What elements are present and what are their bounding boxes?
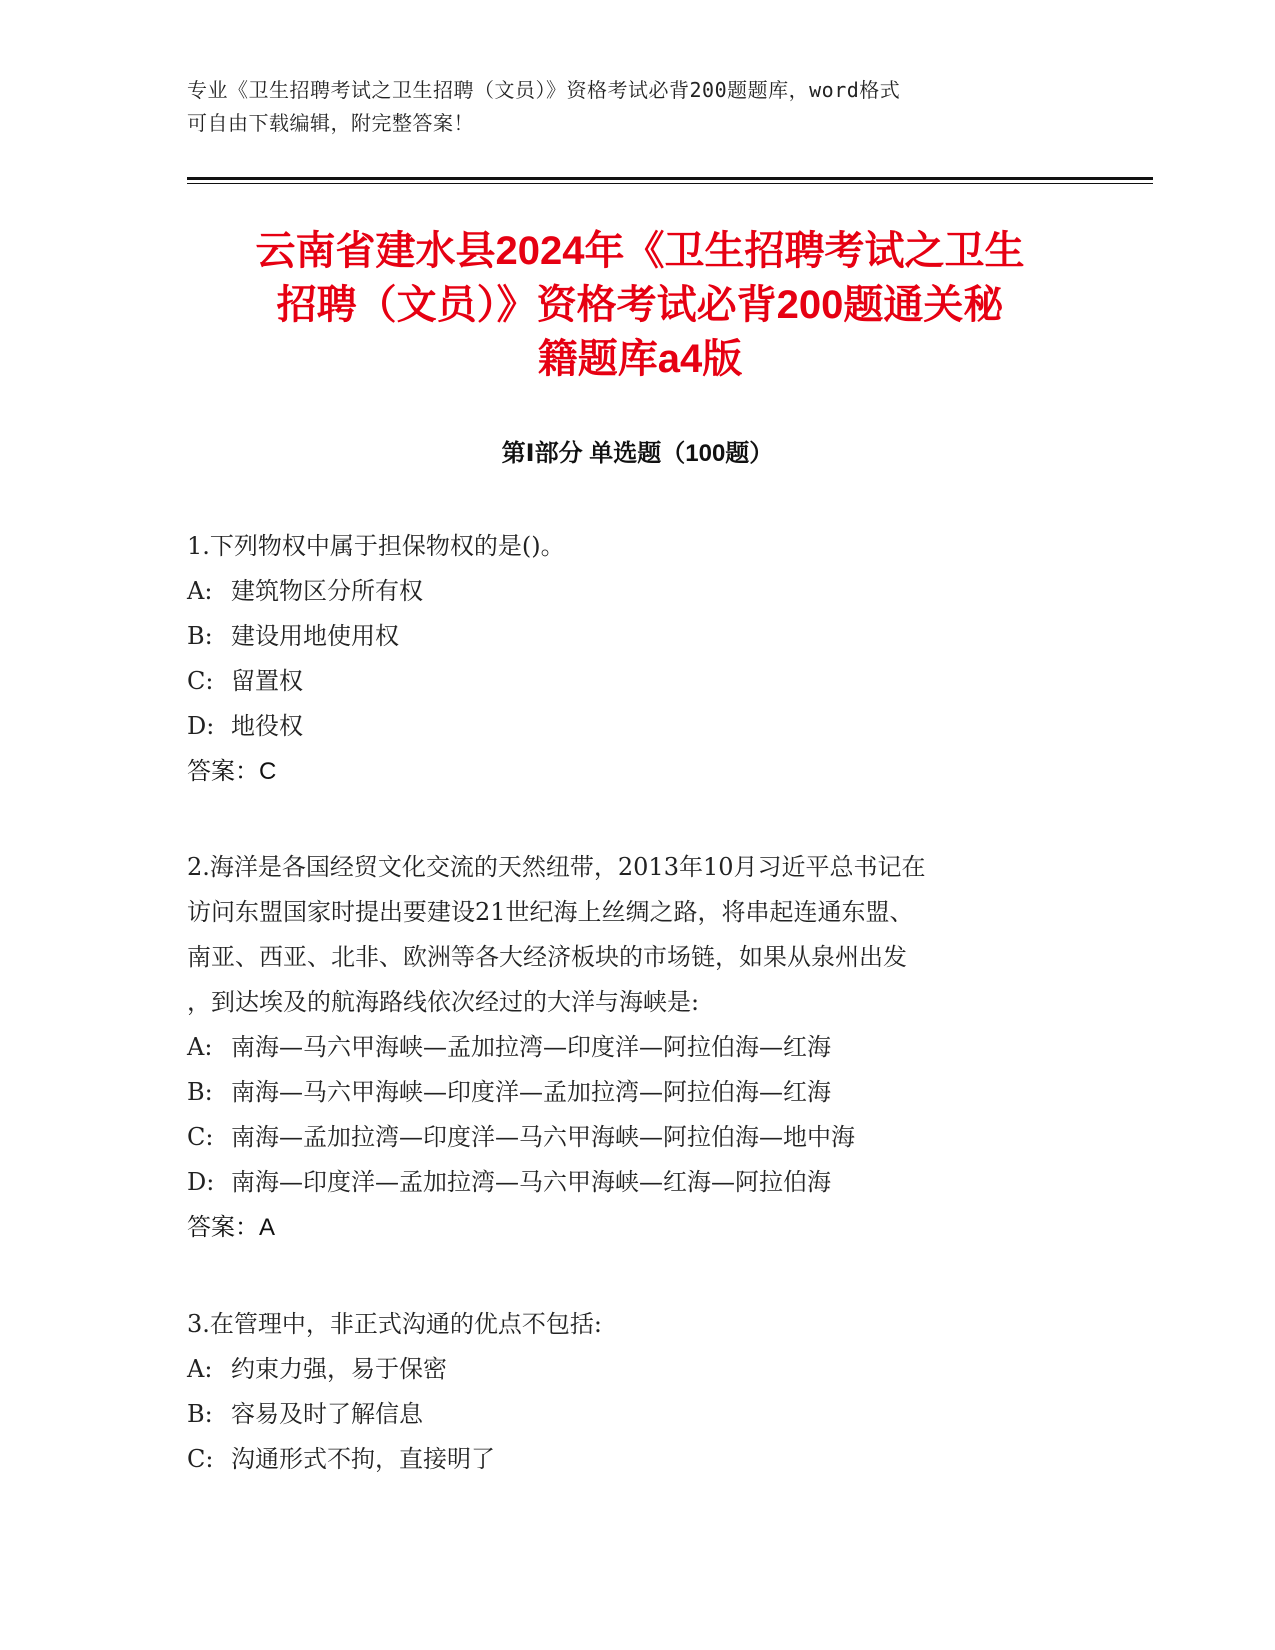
document-title-line: 招聘（文员）》资格考试必背200题通关秘 (276, 283, 1004, 327)
question-block (187, 524, 1087, 794)
option-b (187, 1070, 1087, 1115)
header-note-line: 可自由下载编辑，附完整答案！ (187, 111, 474, 135)
option-key: B: (187, 1400, 213, 1428)
option-text: 约束力强，易于保密 (231, 1355, 447, 1383)
option-c (187, 1437, 1087, 1482)
header-note-line: 专业《卫生招聘考试之卫生招聘（文员）》资格考试必背200题题库，word格式 (187, 78, 901, 102)
option-key: B: (187, 622, 213, 650)
option-text: 沟通形式不拘，直接明了 (231, 1445, 495, 1473)
option-key: A: (187, 1033, 213, 1061)
question-stem-line: ，到达埃及的航海路线依次经过的大洋与海峡是: (187, 988, 700, 1016)
answer-line: 答案：C (187, 758, 277, 785)
option-text: 容易及时了解信息 (231, 1400, 423, 1428)
option-key: C: (187, 667, 214, 695)
option-a (187, 1347, 1087, 1392)
section-title: 第Ⅰ部分 单选题（100题） (501, 440, 774, 467)
header-divider-thin (187, 183, 1153, 184)
option-text: 南海—马六甲海峡—印度洋—孟加拉湾—阿拉伯海—红海 (231, 1078, 831, 1106)
option-key: B: (187, 1078, 213, 1106)
question-stem-line: 南亚、西亚、北非、欧洲等各大经济板块的市场链，如果从泉州出发 (187, 943, 907, 971)
document-title (160, 224, 1120, 386)
question-stem: 1.下列物权中属于担保物权的是()。 (187, 532, 565, 560)
option-text: 建筑物区分所有权 (231, 577, 423, 605)
question-block (187, 845, 1087, 1250)
option-c (187, 1115, 1087, 1160)
document-title-line: 籍题库a4版 (537, 337, 743, 381)
option-text: 南海—马六甲海峡—孟加拉湾—印度洋—阿拉伯海—红海 (231, 1033, 831, 1061)
option-text: 建设用地使用权 (231, 622, 399, 650)
option-text: 南海—孟加拉湾—印度洋—马六甲海峡—阿拉伯海—地中海 (231, 1123, 855, 1151)
option-key: C: (187, 1445, 214, 1473)
option-key: A: (187, 577, 213, 605)
question-stem: 3.在管理中，非正式沟通的优点不包括: (187, 1310, 602, 1338)
option-key: D: (187, 712, 215, 740)
answer-line: 答案：A (187, 1214, 276, 1241)
option-text: 留置权 (231, 667, 303, 695)
option-d (187, 1160, 1087, 1205)
option-key: C: (187, 1123, 214, 1151)
option-b (187, 1392, 1087, 1437)
option-a (187, 1025, 1087, 1070)
option-c (187, 659, 1087, 704)
option-key: D: (187, 1168, 215, 1196)
question-block (187, 1302, 1087, 1482)
option-text: 南海—印度洋—孟加拉湾—马六甲海峡—红海—阿拉伯海 (231, 1168, 831, 1196)
option-text: 地役权 (231, 712, 303, 740)
option-b (187, 614, 1087, 659)
question-stem-line: 访问东盟国家时提出要建设21世纪海上丝绸之路，将串起连通东盟、 (187, 898, 914, 926)
header-note (187, 74, 1087, 140)
question-stem-line: 2.海洋是各国经贸文化交流的天然纽带，2013年10月习近平总书记在 (187, 853, 926, 881)
option-a (187, 569, 1087, 614)
header-divider-thick (187, 177, 1153, 180)
option-d (187, 704, 1087, 749)
option-key: A: (187, 1355, 213, 1383)
document-title-line: 云南省建水县2024年《卫生招聘考试之卫生 (255, 229, 1025, 273)
